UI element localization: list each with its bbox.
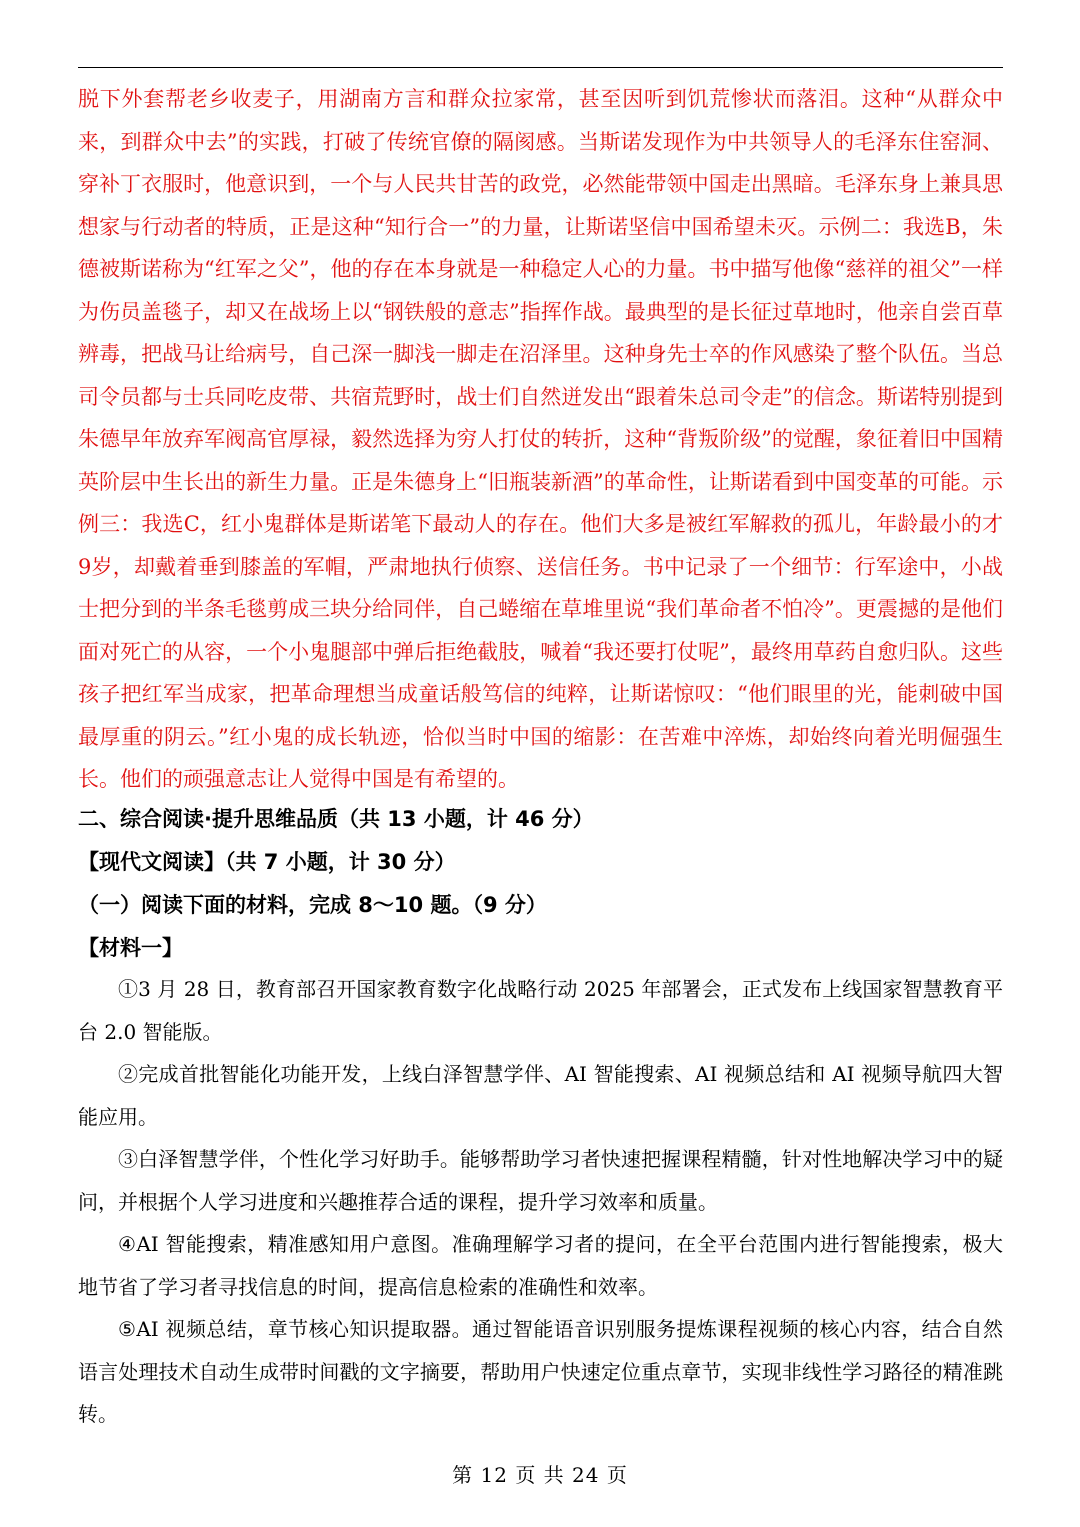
material-paragraph-1: ①3 月 28 日，教育部召开国家教育数字化战略行动 2025 年部署会，正式发布上线国家智慧教育平台 2.0 智能版。 [78, 977, 1003, 1044]
subsection-heading: 【现代文阅读】（共 7 小题，计 30 分） [78, 850, 456, 874]
material-paragraph-4: ④AI 智能搜索，精准感知用户意图。准确理解学习者的提问，在全平台范围内进行智能搜索，极大地节省了学习者寻找信息的时间，提高信息检索的准确性和效率。 [78, 1232, 1003, 1299]
header-rule [78, 67, 1003, 68]
material-paragraph-3: ③白泽智慧学伴，个性化学习好助手。能够帮助学习者快速把握课程精髓，针对性地解决学习中的疑问，并根据个人学习进度和兴趣推荐合适的课程，提升学习效率和质量。 [78, 1147, 1003, 1214]
material-paragraph-2: ②完成首批智能化功能开发，上线白泽智慧学伴、AI 智能搜索、AI 视频总结和 AI 视频导航四大智能应用。 [78, 1062, 1003, 1129]
material-paragraph-5: ⑤AI 视频总结，章节核心知识提取器。通过智能语音识别服务提炼课程视频的核心内容，结合自然语言处理技术自动生成带时间戳的文字摘要，帮助用户快速定位重点章节，实现非线性学习路径的精准跳转。 [78, 1317, 1003, 1426]
answer-text: 脱下外套帮老乡收麦子，用湖南方言和群众拉家常，甚至因听到饥荒惨状而落泪。这种“从群众中来，到群众中去”的实践，打破了传统官僚的隔阂感。当斯诺发现作为中共领导人的毛泽东住窑洞、穿补丁衣服时，他意识到，一个与人民共甘苦的政党，必然能带领中国走出黑暗。毛泽东身上兼具思想家与行动者的特质，正是这种“知行合一”的力量，让斯诺坚信中国希望未灭。示例二：我选B，朱德被斯诺称为“红军之父”，他的存在本身就是一种稳定人心的力量。书中描写他像“慈祥的祖父”一样为伤员盖毯子，却又在战场上以“钢铁般的意志”指挥作战。最典型的是长征过草地时，他亲自尝百草辨毒，把战马让给病号，自己深一脚浅一脚走在沼泽里。这种身先士卒的作风感染了整个队伍。当总司令员都与士兵同吃皮带、共宿荒野时，战士们自然迸发出“跟着朱总司令走”的信念。斯诺特别提到朱德早年放弃军阀高官厚禄，毅然选择为穷人打仗的转折，这种“背叛阶级”的觉醒，象征着旧中国精英阶层中生长出的新生力量。正是朱德身上“旧瓶装新酒”的革命性，让斯诺看到中国变革的可能。示例三：我选C，红小鬼群体是斯诺笔下最动人的存在。他们大多是被红军解救的孤儿，年龄最小的才9岁，却戴着垂到膝盖的军帽，严肃地执行侦察、送信任务。书中记录了一个细节：行军途中，小战士把分到的半条毛毯剪成三块分给同伴，自己蜷缩在草堆里说“我们革命者不怕冷”。更震撼的是他们面对死亡的从容，一个小鬼腿部中弹后拒绝截肢，喊着“我还要打仗呢”，最终用草药自愈归队。这些孩子把红军当成家，把革命理想当成童话般笃信的纯粹，让斯诺惊叹：“他们眼里的光，能刺破中国最厚重的阴云。”红小鬼的成长轨迹，恰似当时中国的缩影：在苦难中淬炼，却始终向着光明倔强生长。他们的顽强意志让人觉得中国是有希望的。 [78, 87, 1003, 791]
section-heading: 二、综合阅读·提升思维品质（共 13 小题，计 46 分） [78, 807, 594, 831]
material-label: 【材料一】 [78, 936, 183, 960]
material-body [78, 968, 1003, 1436]
question-heading: （一）阅读下面的材料，完成 8～10 题。（9 分） [78, 893, 547, 917]
page-number: 第 12 页 共 24 页 [452, 1463, 628, 1487]
